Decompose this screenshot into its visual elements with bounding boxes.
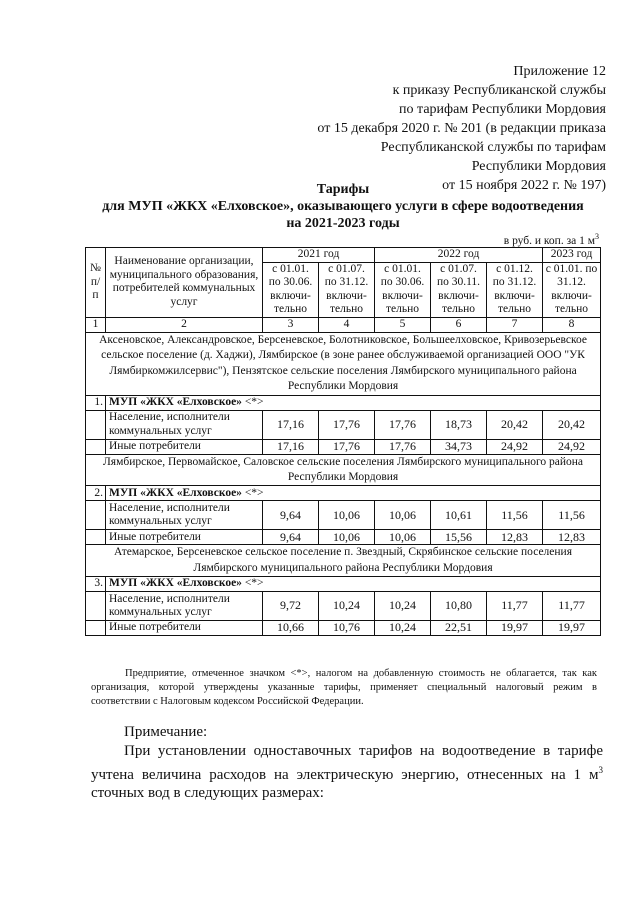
col-number: 7 <box>487 317 543 332</box>
tariff-value: 11,77 <box>543 592 601 621</box>
appendix-line: от 15 декабря 2020 г. № 201 (в редакции приказа <box>317 121 606 136</box>
tariff-value: 11,56 <box>487 501 543 530</box>
tariff-value: 17,16 <box>263 410 319 439</box>
tariff-value: 10,24 <box>375 621 431 636</box>
row-number: 3. <box>86 577 106 592</box>
appendix-line: Приложение 12 <box>513 64 606 79</box>
header-year: 2023 год <box>543 248 601 263</box>
org-name <box>106 577 601 592</box>
unit-superscript: 3 <box>595 232 599 241</box>
consumer-name: Иные потребители <box>106 621 263 636</box>
org-row <box>86 395 601 410</box>
document-title <box>60 181 626 232</box>
note-text: При установлении одноставочных тарифов на водоотведение в тарифе учтена величина расходов на электрическую энергию, отнесенных на 1 м <box>91 743 603 783</box>
col-number: 4 <box>319 317 375 332</box>
vat-mark: <*> <box>241 577 264 590</box>
row-number: 2. <box>86 486 106 501</box>
header-period: с 01.12. по 31.12. включи-тельно <box>487 262 543 317</box>
area-description: Атемарское, Берсеневское сельское поселение п. Звездный, Скрябинское сельские поселения Лямбирского муниципального района Республики Мордовия <box>86 545 601 577</box>
empty-cell <box>86 410 106 439</box>
header-year: 2022 год <box>375 248 543 263</box>
org-row <box>86 486 601 501</box>
table-row <box>86 410 601 439</box>
tariff-value: 10,24 <box>319 592 375 621</box>
area-description: Лямбирское, Первомайское, Саловское сельские поселения Лямбирского муниципального района Республики Мордовия <box>86 454 601 486</box>
org-row <box>86 577 601 592</box>
area-row <box>86 545 601 577</box>
tariff-value: 10,80 <box>431 592 487 621</box>
consumer-name: Население, исполнители коммунальных услуг <box>106 410 263 439</box>
tariff-value: 20,42 <box>543 410 601 439</box>
header-year: 2021 год <box>263 248 375 263</box>
org-title: МУП «ЖКХ «Елховское» <box>109 395 242 408</box>
tariff-value: 17,76 <box>319 410 375 439</box>
tariff-value: 10,76 <box>319 621 375 636</box>
table-row <box>86 501 601 530</box>
tariff-value: 34,73 <box>431 439 487 454</box>
header-name: Наименование организации, муниципального образования, потребителей коммунальных услуг <box>106 248 263 318</box>
area-row <box>86 454 601 486</box>
tariff-value: 15,56 <box>431 530 487 545</box>
tariffs-table <box>85 247 601 636</box>
table-row <box>86 530 601 545</box>
consumer-name: Иные потребители <box>106 439 263 454</box>
tariff-value: 9,64 <box>263 530 319 545</box>
tariff-value: 10,06 <box>375 501 431 530</box>
tariff-value: 24,92 <box>487 439 543 454</box>
consumer-name: Иные потребители <box>106 530 263 545</box>
empty-cell <box>86 621 106 636</box>
empty-cell <box>86 501 106 530</box>
org-name <box>106 395 601 410</box>
unit-text: в руб. и коп. за 1 м <box>503 234 595 247</box>
tariff-value: 10,06 <box>319 530 375 545</box>
tariff-value: 9,64 <box>263 501 319 530</box>
col-number: 8 <box>543 317 601 332</box>
tariff-value: 17,76 <box>375 410 431 439</box>
appendix-line: от 15 ноября 2022 г. № 197) <box>442 178 606 193</box>
title-line: Тарифы <box>316 182 370 197</box>
col-number: 6 <box>431 317 487 332</box>
area-row <box>86 332 601 395</box>
header-period: с 01.07. по 30.11. включи-тельно <box>431 262 487 317</box>
note-text-end: сточных вод в следующих размерах: <box>91 785 324 801</box>
header-num: № п/ п <box>86 248 106 318</box>
tariff-value: 19,97 <box>543 621 601 636</box>
row-number: 1. <box>86 395 106 410</box>
tariff-value: 9,72 <box>263 592 319 621</box>
tariff-value: 12,83 <box>543 530 601 545</box>
title-line: для МУП «ЖКХ «Елховское», оказывающего услуги в сфере водоотведения <box>102 199 584 214</box>
tariff-value: 17,16 <box>263 439 319 454</box>
empty-cell <box>86 530 106 545</box>
tariff-value: 10,06 <box>319 501 375 530</box>
tariff-value: 24,92 <box>543 439 601 454</box>
org-title: МУП «ЖКХ «Елховское» <box>109 486 242 499</box>
tariff-value: 22,51 <box>431 621 487 636</box>
org-name <box>106 486 601 501</box>
table-row <box>86 621 601 636</box>
col-number: 1 <box>86 317 106 332</box>
header-period: с 01.01. по 30.06. включи-тельно <box>375 262 431 317</box>
tariff-value: 10,24 <box>375 592 431 621</box>
appendix-line: Республики Мордовия <box>471 159 606 174</box>
appendix-line: по тарифам Республики Мордовия <box>399 102 606 117</box>
appendix-header <box>246 62 606 195</box>
tariff-value: 10,06 <box>375 530 431 545</box>
col-number: 2 <box>106 317 263 332</box>
header-row-numbers <box>86 317 601 332</box>
header-period: с 01.01. по 31.12. включи-тельно <box>543 262 601 317</box>
vat-mark: <*> <box>241 486 264 499</box>
unit-label <box>504 232 599 247</box>
header-period: с 01.01. по 30.06. включи-тельно <box>263 262 319 317</box>
title-line: на 2021-2023 годы <box>286 216 400 231</box>
consumer-name: Население, исполнители коммунальных услуг <box>106 501 263 530</box>
tariff-value: 17,76 <box>319 439 375 454</box>
vat-mark: <*> <box>241 395 264 408</box>
vat-footnote <box>91 667 597 709</box>
appendix-line: к приказу Республиканской службы <box>392 83 606 98</box>
col-number: 3 <box>263 317 319 332</box>
table-row <box>86 439 601 454</box>
tariff-value: 10,61 <box>431 501 487 530</box>
area-description: Аксеновское, Александровское, Берсеневское, Болотниковское, Большеелховское, Кривозерьевское сельское поселение (д. Хаджи), Лямбирское (в зоне ранее обслуживаемой организацией ООО "УК Лямбиркомжилсервис"), Пензятское сельские поселения Лямбирского муниципального района Республики Мордовия <box>86 332 601 395</box>
tariff-value: 17,76 <box>375 439 431 454</box>
empty-cell <box>86 592 106 621</box>
footnote-text: Предприятие, отмеченное значком <*>, налогом на добавленную стоимость не облагается, так как организация, которой утверждены указанные тарифы, применяет специальный налоговый режим в соответствии с Налоговым кодексом Российской Федерации. <box>91 668 597 707</box>
tariff-value: 12,83 <box>487 530 543 545</box>
org-title: МУП «ЖКХ «Елховское» <box>109 577 242 590</box>
tariff-value: 11,56 <box>543 501 601 530</box>
note-superscript: 3 <box>598 764 603 775</box>
col-number: 5 <box>375 317 431 332</box>
appendix-line: Республиканской службы по тарифам <box>380 140 606 155</box>
tariff-value: 18,73 <box>431 410 487 439</box>
consumer-name: Население, исполнители коммунальных услуг <box>106 592 263 621</box>
empty-cell <box>86 439 106 454</box>
note-title: Примечание: <box>124 724 208 740</box>
note-paragraph <box>91 742 603 803</box>
tariff-value: 10,66 <box>263 621 319 636</box>
header-period: с 01.07. по 31.12. включи-тельно <box>319 262 375 317</box>
tariff-value: 20,42 <box>487 410 543 439</box>
header-row-years <box>86 248 601 263</box>
note-body <box>91 742 603 803</box>
tariff-value: 11,77 <box>487 592 543 621</box>
tariff-value: 19,97 <box>487 621 543 636</box>
table-row <box>86 592 601 621</box>
